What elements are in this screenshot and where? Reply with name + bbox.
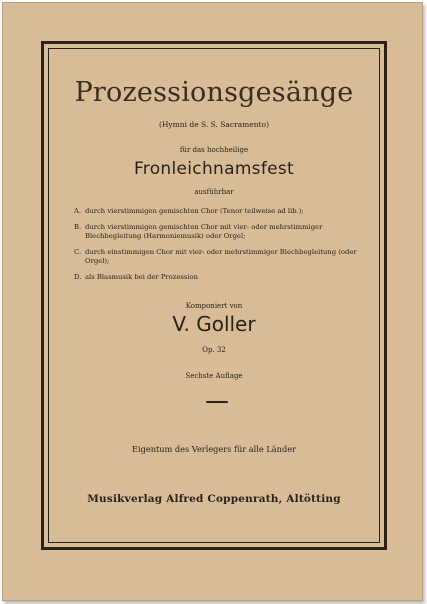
performance-options <box>74 207 362 288</box>
option-letter: A. <box>74 207 82 215</box>
option-letter: B. <box>74 222 82 231</box>
composer-name: V. Goller <box>172 312 256 336</box>
cover-subtitle: (Hymni de S. S. Sacramento) <box>158 120 270 129</box>
option-c <box>74 248 362 267</box>
cover-title: Prozessionsgesänge <box>74 77 354 108</box>
option-text: durch einstimmigen Chor mit vier- oder mehrstimmiger Blechbegleitung (oder Orgel); <box>85 247 357 265</box>
ornament-rule <box>206 401 228 403</box>
rights-notice: Eigentum des Verlegers für alle Länder <box>132 444 296 454</box>
option-a <box>74 207 362 217</box>
option-text: als Blasmusik bei der Prozession <box>85 272 198 281</box>
option-d <box>74 273 362 283</box>
execution-label: ausführbar <box>194 188 234 196</box>
feast-title: Fronleichnamsfest <box>133 159 295 179</box>
option-text: durch vierstimmigen gemischten Chor mit vier- oder mehrstimmiger Blechbegleitung (Harmoniemusik) oder Orgel; <box>85 222 323 240</box>
score-cover <box>2 2 423 601</box>
option-letter: C. <box>74 247 82 256</box>
edition-label: Sechste Auflage <box>185 372 243 380</box>
option-text: durch vierstimmigen gemischten Chor (Tenor teilweise ad lib.); <box>85 207 304 215</box>
option-b <box>74 223 362 242</box>
composed-by-label: Komponiert von <box>185 302 243 310</box>
cover-content <box>44 44 384 547</box>
publisher-line: Musikverlag Alfred Coppenrath, Altötting <box>87 493 341 505</box>
intro-line: für das hochheilige <box>179 146 249 154</box>
outer-border <box>41 41 387 550</box>
option-letter: D. <box>74 272 82 281</box>
opus-number: Op. 32 <box>202 346 226 354</box>
